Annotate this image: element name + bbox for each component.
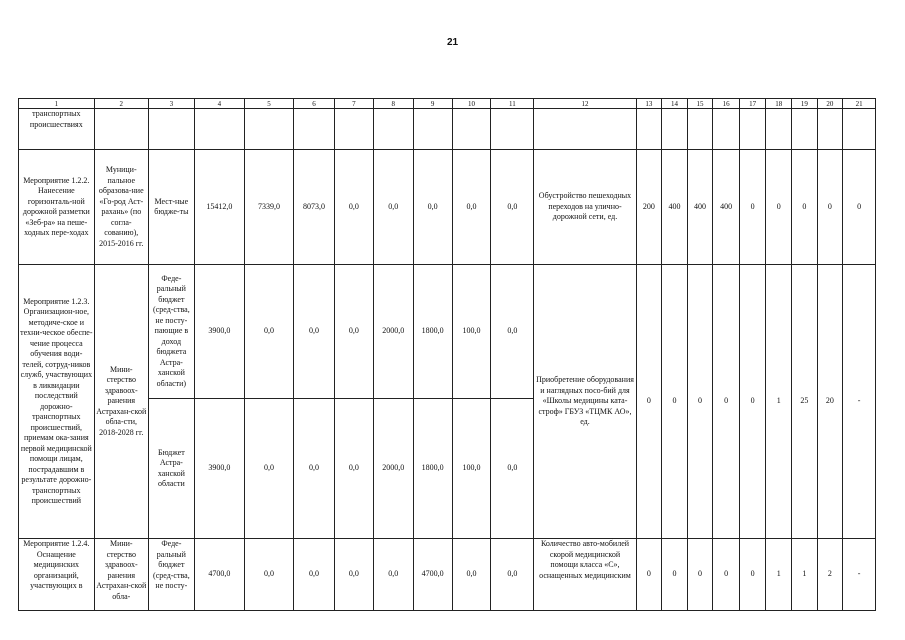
amount-cell: 0,0 xyxy=(244,265,293,399)
amount-cell: 0,0 xyxy=(373,539,413,611)
indicator-value: 0 xyxy=(739,150,766,265)
program-table xyxy=(18,98,876,611)
amount-cell: 3900,0 xyxy=(194,399,244,539)
amount-cell: 0,0 xyxy=(373,150,413,265)
empty-cell xyxy=(373,109,413,150)
funding-source: Мест-ные бюдже-ты xyxy=(148,150,194,265)
empty-cell xyxy=(244,109,293,150)
amount-cell: 0,0 xyxy=(294,399,335,539)
column-number: 17 xyxy=(739,99,766,109)
column-number: 18 xyxy=(766,99,792,109)
table-row xyxy=(19,150,876,265)
indicator-value: 400 xyxy=(662,150,688,265)
amount-cell: 0,0 xyxy=(491,265,534,399)
amount-cell: 0,0 xyxy=(334,539,373,611)
amount-cell: 0,0 xyxy=(244,539,293,611)
column-number: 20 xyxy=(817,99,843,109)
indicator-name: Количество авто-мобилей скорой медицинской помощи класса «С», оснащенных медицинским xyxy=(534,539,636,611)
measure-name: Мероприятие 1.2.4. Оснащение медицинских организаций, участвующих в xyxy=(19,539,95,611)
amount-cell: 3900,0 xyxy=(194,265,244,399)
amount-cell: 4700,0 xyxy=(413,539,452,611)
column-number: 14 xyxy=(662,99,688,109)
amount-cell: 2000,0 xyxy=(373,399,413,539)
empty-cell xyxy=(413,109,452,150)
column-number: 6 xyxy=(294,99,335,109)
amount-cell: 0,0 xyxy=(334,399,373,539)
measure-name: Мероприятие 1.2.2. Нанесение горизонталь-ной дорожной разметки «Зеб-ра» на пеше-ходных пере-ходах xyxy=(19,150,95,265)
column-number: 1 xyxy=(19,99,95,109)
executor: Муници-пальное образова-ние «Го-род Аст-рахань» (по согла-сованию), 2015-2016 гг. xyxy=(94,150,148,265)
indicator-value: 0 xyxy=(687,539,713,611)
indicator-name: Обустройство пешеходных переходов на улично-дорожной сети, ед. xyxy=(534,150,636,265)
column-number: 12 xyxy=(534,99,636,109)
amount-cell: 100,0 xyxy=(452,399,491,539)
empty-cell xyxy=(662,109,688,150)
indicator-value: 0 xyxy=(662,265,688,539)
indicator-value: 0 xyxy=(792,150,818,265)
funding-source: Феде-ральный бюджет (сред-ства, не посту-пающие в доход бюджета Астра-ханской области) xyxy=(148,265,194,399)
indicator-value: 0 xyxy=(687,265,713,539)
indicator-value: 0 xyxy=(713,265,740,539)
column-number: 11 xyxy=(491,99,534,109)
indicator-name: Приобретение оборудования и наглядных посо-бий для «Школы медицины ката-строф» ГБУЗ «ТЦМК АО», ед. xyxy=(534,265,636,539)
indicator-value: 0 xyxy=(739,265,766,539)
column-number: 9 xyxy=(413,99,452,109)
amount-cell: 0,0 xyxy=(294,265,335,399)
empty-cell xyxy=(294,109,335,150)
empty-cell xyxy=(148,109,194,150)
empty-cell xyxy=(766,109,792,150)
amount-cell: 1800,0 xyxy=(413,265,452,399)
amount-cell: 0,0 xyxy=(294,539,335,611)
column-number: 4 xyxy=(194,99,244,109)
indicator-value: 1 xyxy=(766,265,792,539)
executor: Мини-стерство здравоох-ранения Астрахан-ской обла-сти, 2018-2028 гг. xyxy=(94,265,148,539)
empty-cell xyxy=(792,109,818,150)
indicator-value: 400 xyxy=(713,150,740,265)
empty-cell xyxy=(452,109,491,150)
column-number: 5 xyxy=(244,99,293,109)
empty-cell xyxy=(534,109,636,150)
empty-cell xyxy=(843,109,876,150)
measure-name: транспортных происшествиях xyxy=(19,109,95,150)
indicator-value: 1 xyxy=(766,539,792,611)
column-number-row xyxy=(19,99,876,109)
indicator-value: 200 xyxy=(636,150,662,265)
indicator-value: 0 xyxy=(817,150,843,265)
amount-cell: 0,0 xyxy=(491,150,534,265)
indicator-value: - xyxy=(843,539,876,611)
amount-cell: 2000,0 xyxy=(373,265,413,399)
column-number: 16 xyxy=(713,99,740,109)
measure-name: Мероприятие 1.2.3. Организацион-ное, методиче-ское и техни-ческое обеспе-чение процесса обучения води-телей, сотруд-ников служб, участвующих в ликвидации последствий дорожно-транспортных происшествий, приемам ока-зания первой медицинской помощи лицам, пострадавшим в результате дорожно-транспортных происшествий xyxy=(19,265,95,539)
funding-source: Бюджет Астра-ханской области xyxy=(148,399,194,539)
amount-cell: 0,0 xyxy=(491,399,534,539)
empty-cell xyxy=(687,109,713,150)
amount-cell: 0,0 xyxy=(334,150,373,265)
amount-cell: 0,0 xyxy=(334,265,373,399)
amount-cell: 0,0 xyxy=(244,399,293,539)
empty-cell xyxy=(94,109,148,150)
table-row xyxy=(19,539,876,611)
empty-cell xyxy=(817,109,843,150)
empty-cell xyxy=(491,109,534,150)
column-number: 2 xyxy=(94,99,148,109)
amount-cell: 100,0 xyxy=(452,265,491,399)
empty-cell xyxy=(713,109,740,150)
column-number: 15 xyxy=(687,99,713,109)
indicator-value: 0 xyxy=(843,150,876,265)
amount-cell: 8073,0 xyxy=(294,150,335,265)
empty-cell xyxy=(194,109,244,150)
indicator-value: 20 xyxy=(817,265,843,539)
indicator-value: 0 xyxy=(662,539,688,611)
indicator-value: 2 xyxy=(817,539,843,611)
empty-cell xyxy=(334,109,373,150)
column-number: 7 xyxy=(334,99,373,109)
amount-cell: 7339,0 xyxy=(244,150,293,265)
indicator-value: 0 xyxy=(636,539,662,611)
indicator-value: 1 xyxy=(792,539,818,611)
indicator-value: - xyxy=(843,265,876,539)
indicator-value: 0 xyxy=(739,539,766,611)
column-number: 3 xyxy=(148,99,194,109)
funding-source: Феде-ральный бюджет (сред-ства, не посту- xyxy=(148,539,194,611)
amount-cell: 1800,0 xyxy=(413,399,452,539)
executor: Мини-стерство здравоох-ранения Астрахан-ской обла- xyxy=(94,539,148,611)
table-row xyxy=(19,265,876,399)
table-row xyxy=(19,109,876,150)
empty-cell xyxy=(636,109,662,150)
column-number: 10 xyxy=(452,99,491,109)
amount-cell: 4700,0 xyxy=(194,539,244,611)
amount-cell: 15412,0 xyxy=(194,150,244,265)
indicator-value: 0 xyxy=(713,539,740,611)
column-number: 8 xyxy=(373,99,413,109)
page-number: 21 xyxy=(446,37,459,48)
column-number: 13 xyxy=(636,99,662,109)
column-number: 21 xyxy=(843,99,876,109)
indicator-value: 25 xyxy=(792,265,818,539)
amount-cell: 0,0 xyxy=(452,150,491,265)
amount-cell: 0,0 xyxy=(452,539,491,611)
column-number: 19 xyxy=(792,99,818,109)
indicator-value: 400 xyxy=(687,150,713,265)
amount-cell: 0,0 xyxy=(413,150,452,265)
indicator-value: 0 xyxy=(636,265,662,539)
empty-cell xyxy=(739,109,766,150)
indicator-value: 0 xyxy=(766,150,792,265)
amount-cell: 0,0 xyxy=(491,539,534,611)
